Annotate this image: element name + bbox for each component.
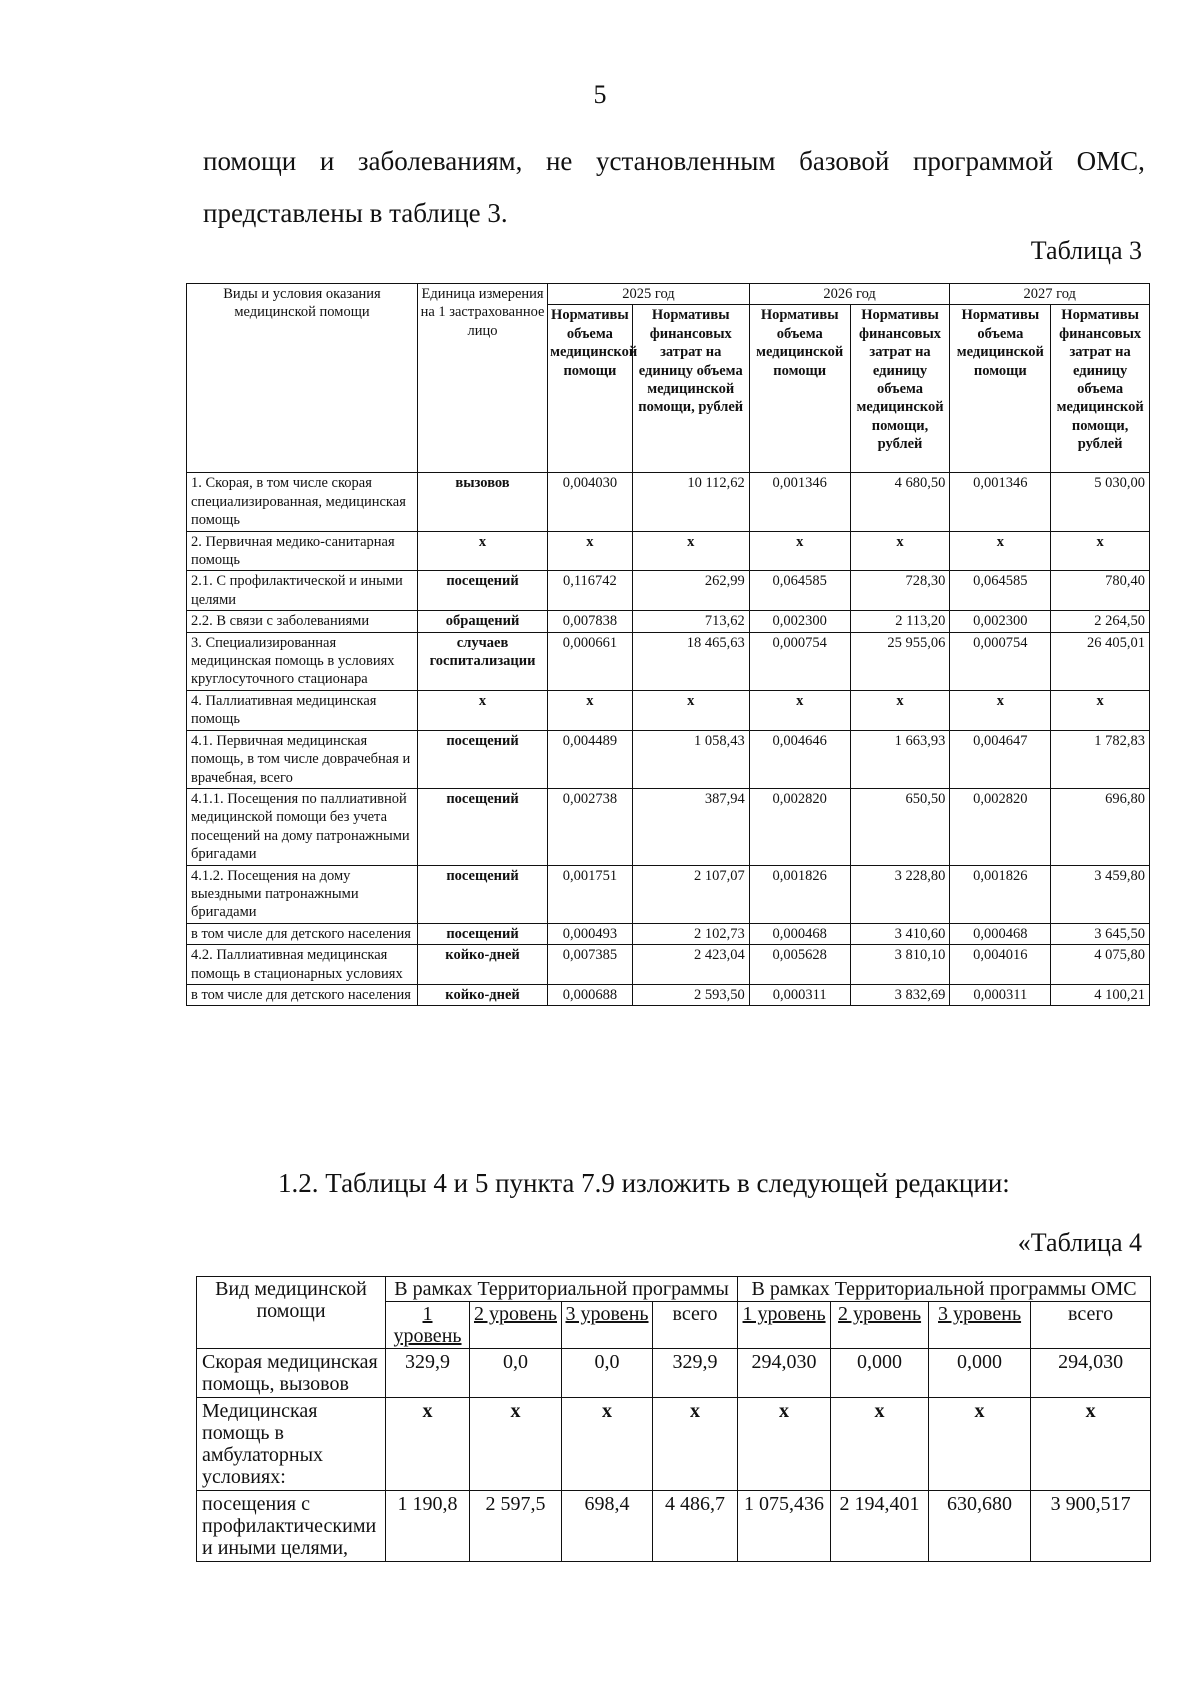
table3-cell-v2027: 0,000754	[950, 632, 1051, 690]
table3-cell-v2027: 0,002300	[950, 611, 1051, 632]
table-3	[186, 283, 1150, 1006]
table3-cell-unit: обращений	[417, 611, 547, 632]
table3-cell-v2026: 0,004646	[749, 730, 850, 788]
table4-header-type: Вид медицинской помощи	[197, 1277, 386, 1349]
table3-cell-c2025: 10 112,62	[632, 473, 749, 531]
table3-cell-v2025: 0,000661	[548, 632, 633, 690]
table4-cell-value: 630,680	[929, 1491, 1031, 1562]
table3-cell-c2025: 1 058,43	[632, 730, 749, 788]
table3-header-cost: Нормативы финансовых затрат на единицу объема медицинской помощи, рублей	[850, 305, 950, 473]
table4-cell-value: x	[1031, 1398, 1151, 1491]
table4-header-group: В рамках Территориальной программы ОМС	[738, 1277, 1151, 1302]
table4-cell-value: 1 190,8	[386, 1491, 470, 1562]
table3-cell-v2027: x	[950, 531, 1051, 571]
table3-cell-c2027: 4 075,80	[1051, 945, 1150, 985]
table3-cell-v2026: 0,002300	[749, 611, 850, 632]
table3-cell-unit: посещений	[417, 788, 547, 865]
table3-cell-c2026: 4 680,50	[850, 473, 950, 531]
table3-cell-v2027: 0,004016	[950, 945, 1051, 985]
table3-cell-unit: посещений	[417, 865, 547, 923]
table4-body	[197, 1349, 1151, 1562]
table4-row	[197, 1398, 1151, 1491]
table3-header-type: Виды и условия оказания медицинской помощи	[187, 284, 418, 473]
table4-header-total: всего	[653, 1302, 738, 1349]
table3-row	[187, 788, 1150, 865]
table3-cell-unit: случаев госпитализации	[417, 632, 547, 690]
table3-cell-v2026: 0,001346	[749, 473, 850, 531]
table4-row	[197, 1491, 1151, 1562]
table3-row	[187, 632, 1150, 690]
table3-cell-c2025: 2 423,04	[632, 945, 749, 985]
table4-cell-value: 698,4	[562, 1491, 653, 1562]
table4-cell-value: 294,030	[738, 1349, 831, 1398]
table3-cell-c2027: 780,40	[1051, 571, 1150, 611]
table3-header-volume: Нормативы объема медицинской помощи	[950, 305, 1051, 473]
table3-cell-v2025: 0,007385	[548, 945, 633, 985]
table3-cell-unit: койко-дней	[417, 945, 547, 985]
table3-cell-c2026: 2 113,20	[850, 611, 950, 632]
table4-cell-value: x	[929, 1398, 1031, 1491]
table4-header-level: 2 уровень	[470, 1302, 562, 1349]
table3-cell-c2027: 26 405,01	[1051, 632, 1150, 690]
intro-word: установленным	[596, 146, 776, 176]
table3-row	[187, 923, 1150, 944]
table3-row	[187, 473, 1150, 531]
table3-cell-c2026: 650,50	[850, 788, 950, 865]
table3-cell-c2026: x	[850, 690, 950, 730]
table3-cell-v2026: 0,001826	[749, 865, 850, 923]
intro-word: помощи	[203, 146, 297, 176]
table3-header-cost: Нормативы финансовых затрат на единицу объема медицинской помощи, рублей	[1051, 305, 1150, 473]
table4-cell-value: 329,9	[386, 1349, 470, 1398]
table3-cell-name: 2.2. В связи с заболеваниями	[187, 611, 418, 632]
table3-cell-c2027: x	[1051, 690, 1150, 730]
table3-cell-unit: вызовов	[417, 473, 547, 531]
table3-cell-v2025: 0,000493	[548, 923, 633, 944]
table3-body	[187, 473, 1150, 1006]
table3-row	[187, 945, 1150, 985]
table3-cell-v2026: 0,064585	[749, 571, 850, 611]
table3-cell-v2027: 0,004647	[950, 730, 1051, 788]
table3-cell-c2025: x	[632, 690, 749, 730]
table3-cell-c2027: 2 264,50	[1051, 611, 1150, 632]
table3-cell-c2025: 713,62	[632, 611, 749, 632]
table3-cell-v2027: 0,001826	[950, 865, 1051, 923]
table4-header-level: 1 уровень	[386, 1302, 470, 1349]
table4-header-level: 3 уровень	[929, 1302, 1031, 1349]
section-heading: 1.2. Таблицы 4 и 5 пункта 7.9 изложить в следующей редакции:	[278, 1168, 1010, 1198]
intro-word: программой	[912, 146, 1054, 176]
table3-cell-v2027: 0,001346	[950, 473, 1051, 531]
intro-word: ОМС,	[1076, 146, 1145, 176]
table3-cell-name: 4.1.2. Посещения на дому выездными патронажными бригадами	[187, 865, 418, 923]
table3-cell-unit: койко-дней	[417, 984, 547, 1005]
table3-cell-c2027: 3 459,80	[1051, 865, 1150, 923]
table3-cell-c2027: 5 030,00	[1051, 473, 1150, 531]
table3-cell-c2027: 696,80	[1051, 788, 1150, 865]
table3-cell-c2026: 3 832,69	[850, 984, 950, 1005]
table4-cell-name: посещения с профилактическими и иными целями,	[197, 1491, 386, 1562]
table4-cell-name: Скорая медицинская помощь, вызовов	[197, 1349, 386, 1398]
table3-cell-name: 4.1. Первичная медицинская помощь, в том числе доврачебная и врачебная, всего	[187, 730, 418, 788]
table3-cell-unit: x	[417, 690, 547, 730]
table4-cell-value: 2 597,5	[470, 1491, 562, 1562]
table3-cell-c2027: x	[1051, 531, 1150, 571]
table3-header-year: 2026 год	[749, 284, 950, 305]
table3-cell-v2026: x	[749, 690, 850, 730]
table4-cell-value: 0,0	[562, 1349, 653, 1398]
table4-cell-value: x	[470, 1398, 562, 1491]
table3-cell-v2027: x	[950, 690, 1051, 730]
table3-cell-c2026: 728,30	[850, 571, 950, 611]
table3-cell-c2026: 25 955,06	[850, 632, 950, 690]
table4-cell-value: x	[562, 1398, 653, 1491]
table3-cell-name: 2. Первичная медико-санитарная помощь	[187, 531, 418, 571]
table3-cell-v2025: x	[548, 531, 633, 571]
table4-header-total: всего	[1031, 1302, 1151, 1349]
table3-cell-c2027: 1 782,83	[1051, 730, 1150, 788]
table4-header-level: 1 уровень	[738, 1302, 831, 1349]
table3-row	[187, 531, 1150, 571]
table3-row	[187, 865, 1150, 923]
table3-cell-name: 3. Специализированная медицинская помощь в условиях круглосуточного стационара	[187, 632, 418, 690]
table4-cell-value: 4 486,7	[653, 1491, 738, 1562]
table4-caption: «Таблица 4	[1017, 1228, 1142, 1257]
table3-row	[187, 984, 1150, 1005]
table3-cell-v2027: 0,064585	[950, 571, 1051, 611]
table3-cell-name: 1. Скорая, в том числе скорая специализированная, медицинская помощь	[187, 473, 418, 531]
table3-cell-unit: x	[417, 531, 547, 571]
table3-cell-c2027: 3 645,50	[1051, 923, 1150, 944]
table4-cell-value: 0,000	[831, 1349, 929, 1398]
table4-cell-value: 329,9	[653, 1349, 738, 1398]
table3-cell-v2026: x	[749, 531, 850, 571]
table3-header-volume: Нормативы объема медицинской помощи	[548, 305, 633, 473]
table3-cell-v2025: 0,000688	[548, 984, 633, 1005]
table3-cell-name: 2.1. С профилактической и иными целями	[187, 571, 418, 611]
table3-cell-v2025: 0,004489	[548, 730, 633, 788]
table3-header-volume: Нормативы объема медицинской помощи	[749, 305, 850, 473]
table4-cell-value: x	[386, 1398, 470, 1491]
table3-cell-v2026: 0,005628	[749, 945, 850, 985]
table3-cell-v2027: 0,000311	[950, 984, 1051, 1005]
intro-word: заболеваниям,	[357, 146, 523, 176]
table3-cell-name: 4. Паллиативная медицинская помощь	[187, 690, 418, 730]
page-number: 5	[593, 80, 607, 109]
table3-cell-v2026: 0,000754	[749, 632, 850, 690]
table3-cell-v2025: 0,001751	[548, 865, 633, 923]
table3-cell-c2026: 3 810,10	[850, 945, 950, 985]
table3-cell-c2026: 3 410,60	[850, 923, 950, 944]
table3-cell-c2025: 2 102,73	[632, 923, 749, 944]
intro-word: базовой	[799, 146, 890, 176]
table4-cell-value: 1 075,436	[738, 1491, 831, 1562]
table3-cell-c2025: 2 107,07	[632, 865, 749, 923]
table3-cell-c2026: x	[850, 531, 950, 571]
table3-cell-v2026: 0,000468	[749, 923, 850, 944]
table3-cell-c2025: 18 465,63	[632, 632, 749, 690]
table3-cell-v2025: 0,004030	[548, 473, 633, 531]
table4-cell-value: 0,000	[929, 1349, 1031, 1398]
table3-cell-v2026: 0,000311	[749, 984, 850, 1005]
table3-cell-v2025: 0,002738	[548, 788, 633, 865]
table3-cell-c2025: 262,99	[632, 571, 749, 611]
table3-row	[187, 730, 1150, 788]
table3-cell-c2025: 2 593,50	[632, 984, 749, 1005]
table3-cell-c2025: 387,94	[632, 788, 749, 865]
intro-line-1	[203, 135, 1145, 187]
table3-row	[187, 611, 1150, 632]
table3-cell-v2025: 0,007838	[548, 611, 633, 632]
table4-header-level: 2 уровень	[831, 1302, 929, 1349]
table3-cell-v2025: 0,116742	[548, 571, 633, 611]
table3-row	[187, 571, 1150, 611]
table3-cell-name: в том числе для детского населения	[187, 923, 418, 944]
intro-paragraph	[203, 135, 1145, 239]
table3-cell-v2026: 0,002820	[749, 788, 850, 865]
table4-cell-value: 3 900,517	[1031, 1491, 1151, 1562]
table4-cell-value: 2 194,401	[831, 1491, 929, 1562]
table4-cell-value: x	[653, 1398, 738, 1491]
table4-cell-value: x	[738, 1398, 831, 1491]
table4-row	[197, 1349, 1151, 1398]
intro-word: не	[545, 146, 573, 176]
table4-cell-value: 0,0	[470, 1349, 562, 1398]
table4-header-level: 3 уровень	[562, 1302, 653, 1349]
table3-cell-name: 4.1.1. Посещения по паллиативной медицинской помощи без учета посещений на дому патронажными бригадами	[187, 788, 418, 865]
table3-cell-v2027: 0,002820	[950, 788, 1051, 865]
table3-row	[187, 690, 1150, 730]
table4-cell-value: x	[831, 1398, 929, 1491]
table3-header-year: 2027 год	[950, 284, 1150, 305]
table3-header-year: 2025 год	[548, 284, 750, 305]
table3-caption: Таблица 3	[1030, 236, 1142, 265]
table4-cell-name: Медицинская помощь в амбулаторных условиях:	[197, 1398, 386, 1491]
table3-cell-unit: посещений	[417, 571, 547, 611]
table3-header-unit: Единица измерения на 1 застрахованное лицо	[417, 284, 547, 473]
table3-cell-c2027: 4 100,21	[1051, 984, 1150, 1005]
table3-cell-unit: посещений	[417, 923, 547, 944]
table3-cell-v2027: 0,000468	[950, 923, 1051, 944]
table3-cell-name: в том числе для детского населения	[187, 984, 418, 1005]
intro-word: и	[319, 146, 335, 176]
table3-cell-c2026: 1 663,93	[850, 730, 950, 788]
table3-cell-name: 4.2. Паллиативная медицинская помощь в стационарных условиях	[187, 945, 418, 985]
table3-header-row	[187, 284, 1150, 305]
table-4	[196, 1276, 1151, 1562]
table3-cell-c2025: x	[632, 531, 749, 571]
table4-header-row	[197, 1277, 1151, 1302]
table4-header-group: В рамках Территориальной программы	[386, 1277, 738, 1302]
table4-cell-value: 294,030	[1031, 1349, 1151, 1398]
table3-cell-unit: посещений	[417, 730, 547, 788]
intro-line-2: представлены в таблице 3.	[203, 198, 508, 228]
table3-cell-c2026: 3 228,80	[850, 865, 950, 923]
table3-header-cost: Нормативы финансовых затрат на единицу объема медицинской помощи, рублей	[632, 305, 749, 473]
table3-cell-v2025: x	[548, 690, 633, 730]
